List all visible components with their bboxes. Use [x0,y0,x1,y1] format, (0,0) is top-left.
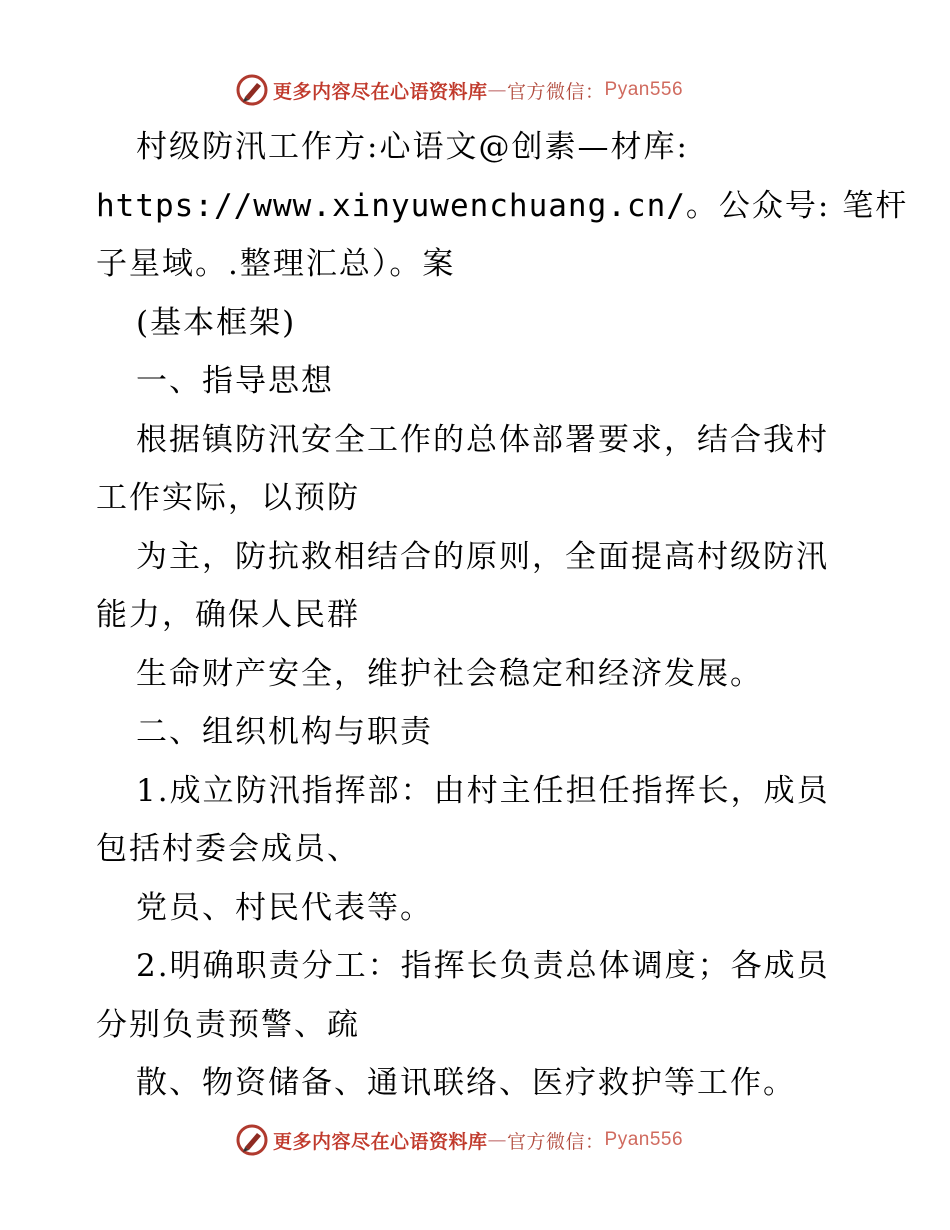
title-line-1: 村级防汛工作方:心语文@创素—材库: [136,129,689,165]
list-item-line: 分别负责预警、疏 [96,1006,360,1043]
banner-wechat-label: 官方微信： [507,80,605,103]
pen-logo-icon [235,73,269,107]
title-line-2-rest: 。公众号: 笔杆 [685,187,909,224]
footer-watermark-banner [235,1122,755,1158]
website-url: https://www.xinyuwenchuang.cn/ [96,187,686,224]
list-item-line: 党员、村民代表等。 [136,889,433,926]
list-item-line: 1.成立防汛指挥部：由村主任担任指挥长，成员 [136,772,830,809]
banner-wechat-id: Pyan556 [604,79,684,100]
paragraph-line: 生命财产安全，维护社会稳定和经济发展。 [136,655,763,692]
title-line-2 [96,177,909,236]
framework-note: (基本框架) [136,304,297,341]
banner-wechat-label: 官方微信： [507,1130,605,1153]
section-heading-1: 一、指导思想 [136,363,334,399]
header-watermark-banner [235,72,755,108]
banner-brand: 更多内容尽在心语资料库 [273,80,488,103]
banner-wechat-id: Pyan556 [604,1129,684,1150]
banner-brand: 更多内容尽在心语资料库 [273,1130,488,1153]
pen-logo-icon [235,1123,269,1157]
list-item-line: 包括村委会成员、 [96,831,360,867]
paragraph-line: 工作实际，以预防 [96,480,360,516]
list-item-line: 2.明确职责分工：指挥长负责总体调度；各成员 [136,948,830,984]
paragraph-line: 能力，确保人民群 [96,597,360,633]
banner-separator: — [487,1129,508,1151]
section-heading-2: 二、组织机构与职责 [136,714,433,750]
banner-separator: — [487,79,508,101]
paragraph-line: 根据镇防汛安全工作的总体部署要求，结合我村 [136,421,829,458]
title-line-3: 子星域。.整理汇总）。案 [96,246,456,282]
paragraph-line: 为主，防抗救相结合的原则，全面提高村级防汛 [136,538,829,575]
document-body [96,118,909,1113]
list-item-line: 散、物资储备、通讯联络、医疗救护等工作。 [136,1065,796,1101]
